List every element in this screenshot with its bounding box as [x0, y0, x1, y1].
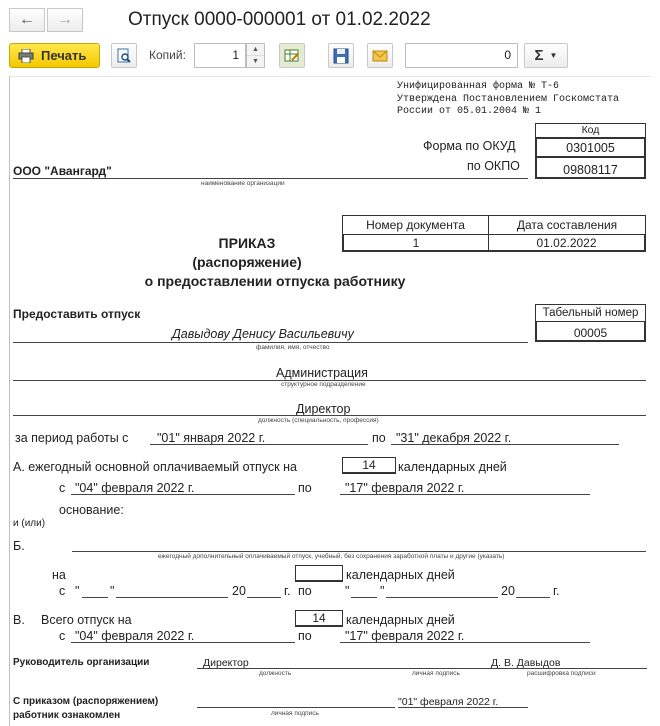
- tabnum-value: 00005: [535, 321, 646, 342]
- position: Директор: [296, 402, 351, 416]
- org-name: ООО "Авангард": [13, 164, 112, 178]
- printer-icon: [18, 49, 34, 63]
- approved-text: Утверждена Постановлением Госкомстата: [397, 94, 620, 105]
- chevron-down-icon: ▼: [549, 51, 558, 60]
- leave-a-label: А. ежегодный основной оплачиваемый отпуск на: [13, 460, 297, 474]
- preview-button[interactable]: [111, 43, 137, 68]
- okpo-label: по ОКПО: [467, 159, 520, 173]
- leave-v-label: В.: [13, 613, 25, 627]
- leave-b-from-quote-close: ": [110, 584, 115, 598]
- head-label: Руководитель организации: [13, 657, 150, 668]
- leave-v-days-label: календарных дней: [346, 613, 455, 627]
- position-caption: должность (специальность, профессия): [258, 417, 379, 424]
- okud-value: 0301005: [535, 137, 646, 157]
- leave-b-label: Б.: [13, 539, 25, 553]
- envelope-icon: [372, 49, 388, 63]
- copies-input[interactable]: 1: [194, 43, 246, 68]
- back-button[interactable]: [9, 8, 45, 32]
- docdate-header: Дата составления: [488, 215, 646, 235]
- ack-date: "01" февраля 2022 г.: [398, 696, 499, 708]
- arrow-left-icon: ←: [19, 11, 35, 28]
- copies-stepper[interactable]: [246, 43, 265, 68]
- copies-label: Копий:: [149, 48, 186, 62]
- ack-sign-caption: личная подпись: [271, 710, 319, 717]
- leave-v-days: 14: [295, 610, 343, 627]
- leave-v-to-label: по: [298, 629, 312, 643]
- tabnum-header: Табельный номер: [535, 304, 646, 322]
- period-to-label: по: [372, 431, 386, 445]
- leave-b-days-label: календарных дней: [346, 568, 455, 582]
- leave-a-days: 14: [342, 457, 396, 474]
- head-position-caption: должность: [259, 670, 292, 677]
- leave-b-days: [295, 565, 343, 582]
- leave-v-from: "04" февраля 2022 г.: [75, 629, 195, 643]
- sum-dropdown-button[interactable]: [524, 43, 568, 68]
- stepper-up-icon[interactable]: ▲: [247, 44, 264, 56]
- floppy-disk-icon: [333, 48, 349, 64]
- and-or-label: и (или): [13, 518, 46, 529]
- leave-b-from-quote-open: ": [75, 584, 80, 598]
- leave-b-on-label: на: [52, 568, 66, 582]
- period-from: "01" января 2022 г.: [157, 431, 266, 445]
- head-name: Д. В. Давыдов: [491, 657, 561, 669]
- order-title: ПРИКАЗ: [218, 235, 276, 251]
- leave-b-from-g: г.: [284, 584, 291, 598]
- head-position: Директор: [203, 657, 249, 669]
- basis-label: основание:: [59, 503, 124, 517]
- leave-v-to: "17" февраля 2022 г.: [345, 629, 465, 643]
- save-button[interactable]: [328, 43, 354, 68]
- leave-a-to-label: по: [298, 481, 312, 495]
- period-prefix: за период работы с: [15, 431, 129, 445]
- order-subtitle: (распоряжение): [192, 254, 302, 270]
- approved-date: России от 05.01.2004 № 1: [397, 106, 542, 117]
- ack-label-2: работник ознакомлен: [13, 710, 121, 721]
- arrow-right-icon: →: [57, 11, 73, 28]
- sum-field[interactable]: 0: [405, 43, 518, 68]
- leave-b-from-prefix: с: [59, 584, 66, 598]
- employee-name: Давыдову Денису Васильевичу: [172, 327, 354, 341]
- leave-b-to-quote-open: ": [345, 584, 350, 598]
- stepper-down-icon[interactable]: ▼: [252, 58, 259, 65]
- leave-b-to-year: 20: [501, 584, 515, 598]
- sigma-icon: Σ: [534, 47, 544, 64]
- ack-label-1: С приказом (распоряжением): [13, 696, 159, 707]
- head-name-caption: расшифровка подписи: [527, 670, 596, 677]
- leave-v-text: Всего отпуск на: [41, 613, 132, 627]
- leave-v-from-prefix: с: [59, 629, 66, 643]
- edit-mode-button[interactable]: [279, 43, 305, 68]
- leave-b-caption: ежегодный дополнительный оплачиваемый отпуск, учебный, без сохранения заработной платы и другие (указать): [158, 553, 505, 560]
- docdate-value: 01.02.2022: [488, 234, 646, 252]
- grant-label: Предоставить отпуск: [13, 307, 141, 321]
- leave-b-from-year: 20: [232, 584, 246, 598]
- dept-caption: структурное подразделение: [281, 381, 366, 388]
- leave-a-from: "04" февраля 2022 г.: [75, 481, 195, 495]
- fio-caption: фамилия, имя, отчество: [256, 344, 330, 351]
- leave-b-to-label: по: [298, 584, 312, 598]
- page-preview-icon: [116, 48, 132, 64]
- docnum-header: Номер документа: [342, 215, 489, 235]
- okud-label: Форма по ОКУД: [423, 139, 516, 153]
- unified-form: Унифицированная форма № Т-6: [397, 81, 560, 92]
- org-caption: наименование организации: [201, 180, 285, 187]
- leave-a-days-label: календарных дней: [398, 460, 507, 474]
- window-title: Отпуск 0000-000001 от 01.02.2022: [128, 9, 431, 30]
- table-edit-icon: [284, 48, 300, 64]
- leave-a-to: "17" февраля 2022 г.: [345, 481, 465, 495]
- leave-b-to-g: г.: [553, 584, 560, 598]
- send-email-button[interactable]: [367, 43, 393, 68]
- order-subject: о предоставлении отпуска работнику: [144, 273, 406, 289]
- head-sign-caption: личная подпись: [412, 670, 460, 677]
- print-button[interactable]: [9, 43, 100, 68]
- print-label: Печать: [41, 48, 87, 63]
- forward-button[interactable]: [47, 8, 83, 32]
- leave-a-from-prefix: с: [59, 481, 66, 495]
- code-header: Код: [535, 123, 646, 138]
- docnum-value: 1: [342, 234, 489, 252]
- department: Администрация: [276, 366, 368, 380]
- period-to: "31" декабря 2022 г.: [396, 431, 512, 445]
- okpo-value: 09808117: [535, 157, 646, 179]
- leave-b-to-quote-close: ": [380, 584, 385, 598]
